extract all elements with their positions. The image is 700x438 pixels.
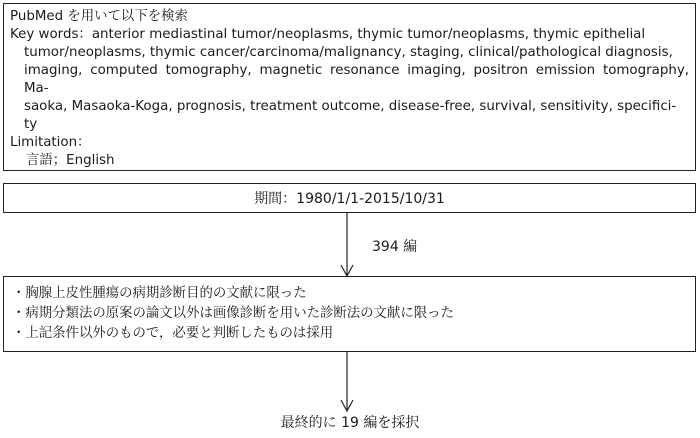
search-criteria-box (3, 3, 696, 171)
flow-arrow-1 (340, 213, 354, 277)
final-selection-label: 最終的に 19 編を採択 (280, 415, 420, 431)
keywords-row (10, 26, 689, 44)
language-limitation: 言語；English (26, 153, 115, 168)
criteria-item: ・病期分類法の原案の論文以外は画像診断を用いた診断法の文献に限った (12, 306, 454, 321)
flow-arrow-2 (340, 352, 354, 412)
criteria-item: ・上記条件以外のもので，必要と判断したものは採用 (12, 326, 334, 341)
keywords-line-3: imaging, computed tomography, magnetic resonance imaging, positron emission tomography, Ma- (24, 63, 689, 96)
keywords-line-1: anterior mediastinal tumor/neoplasms, thymic tumor/neoplasms, thymic epithelial (91, 27, 646, 42)
limitation-label: Limitation： (10, 135, 91, 150)
keywords-label: Key words： (10, 27, 92, 42)
period-label: 期間：1980/1/1-2015/10/31 (254, 191, 445, 207)
period-box (3, 183, 696, 213)
keywords-line-4: saoka, Masaoka-Koga, prognosis, treatment outcome, disease-free, survival, sensitivity, specifici- (24, 99, 677, 114)
article-count-label: 394 編 (372, 239, 418, 255)
selection-criteria-box (3, 276, 696, 352)
search-title: PubMed を用いて以下を検索 (10, 9, 188, 24)
keywords-line-5: ty (24, 117, 38, 132)
criteria-item: ・胸腺上皮性腫瘍の病期診断目的の文献に限った (12, 286, 307, 301)
keywords-line-2: tumor/neoplasms, thymic cancer/carcinoma/malignancy, staging, clinical/pathological diagnosis, (24, 45, 673, 60)
